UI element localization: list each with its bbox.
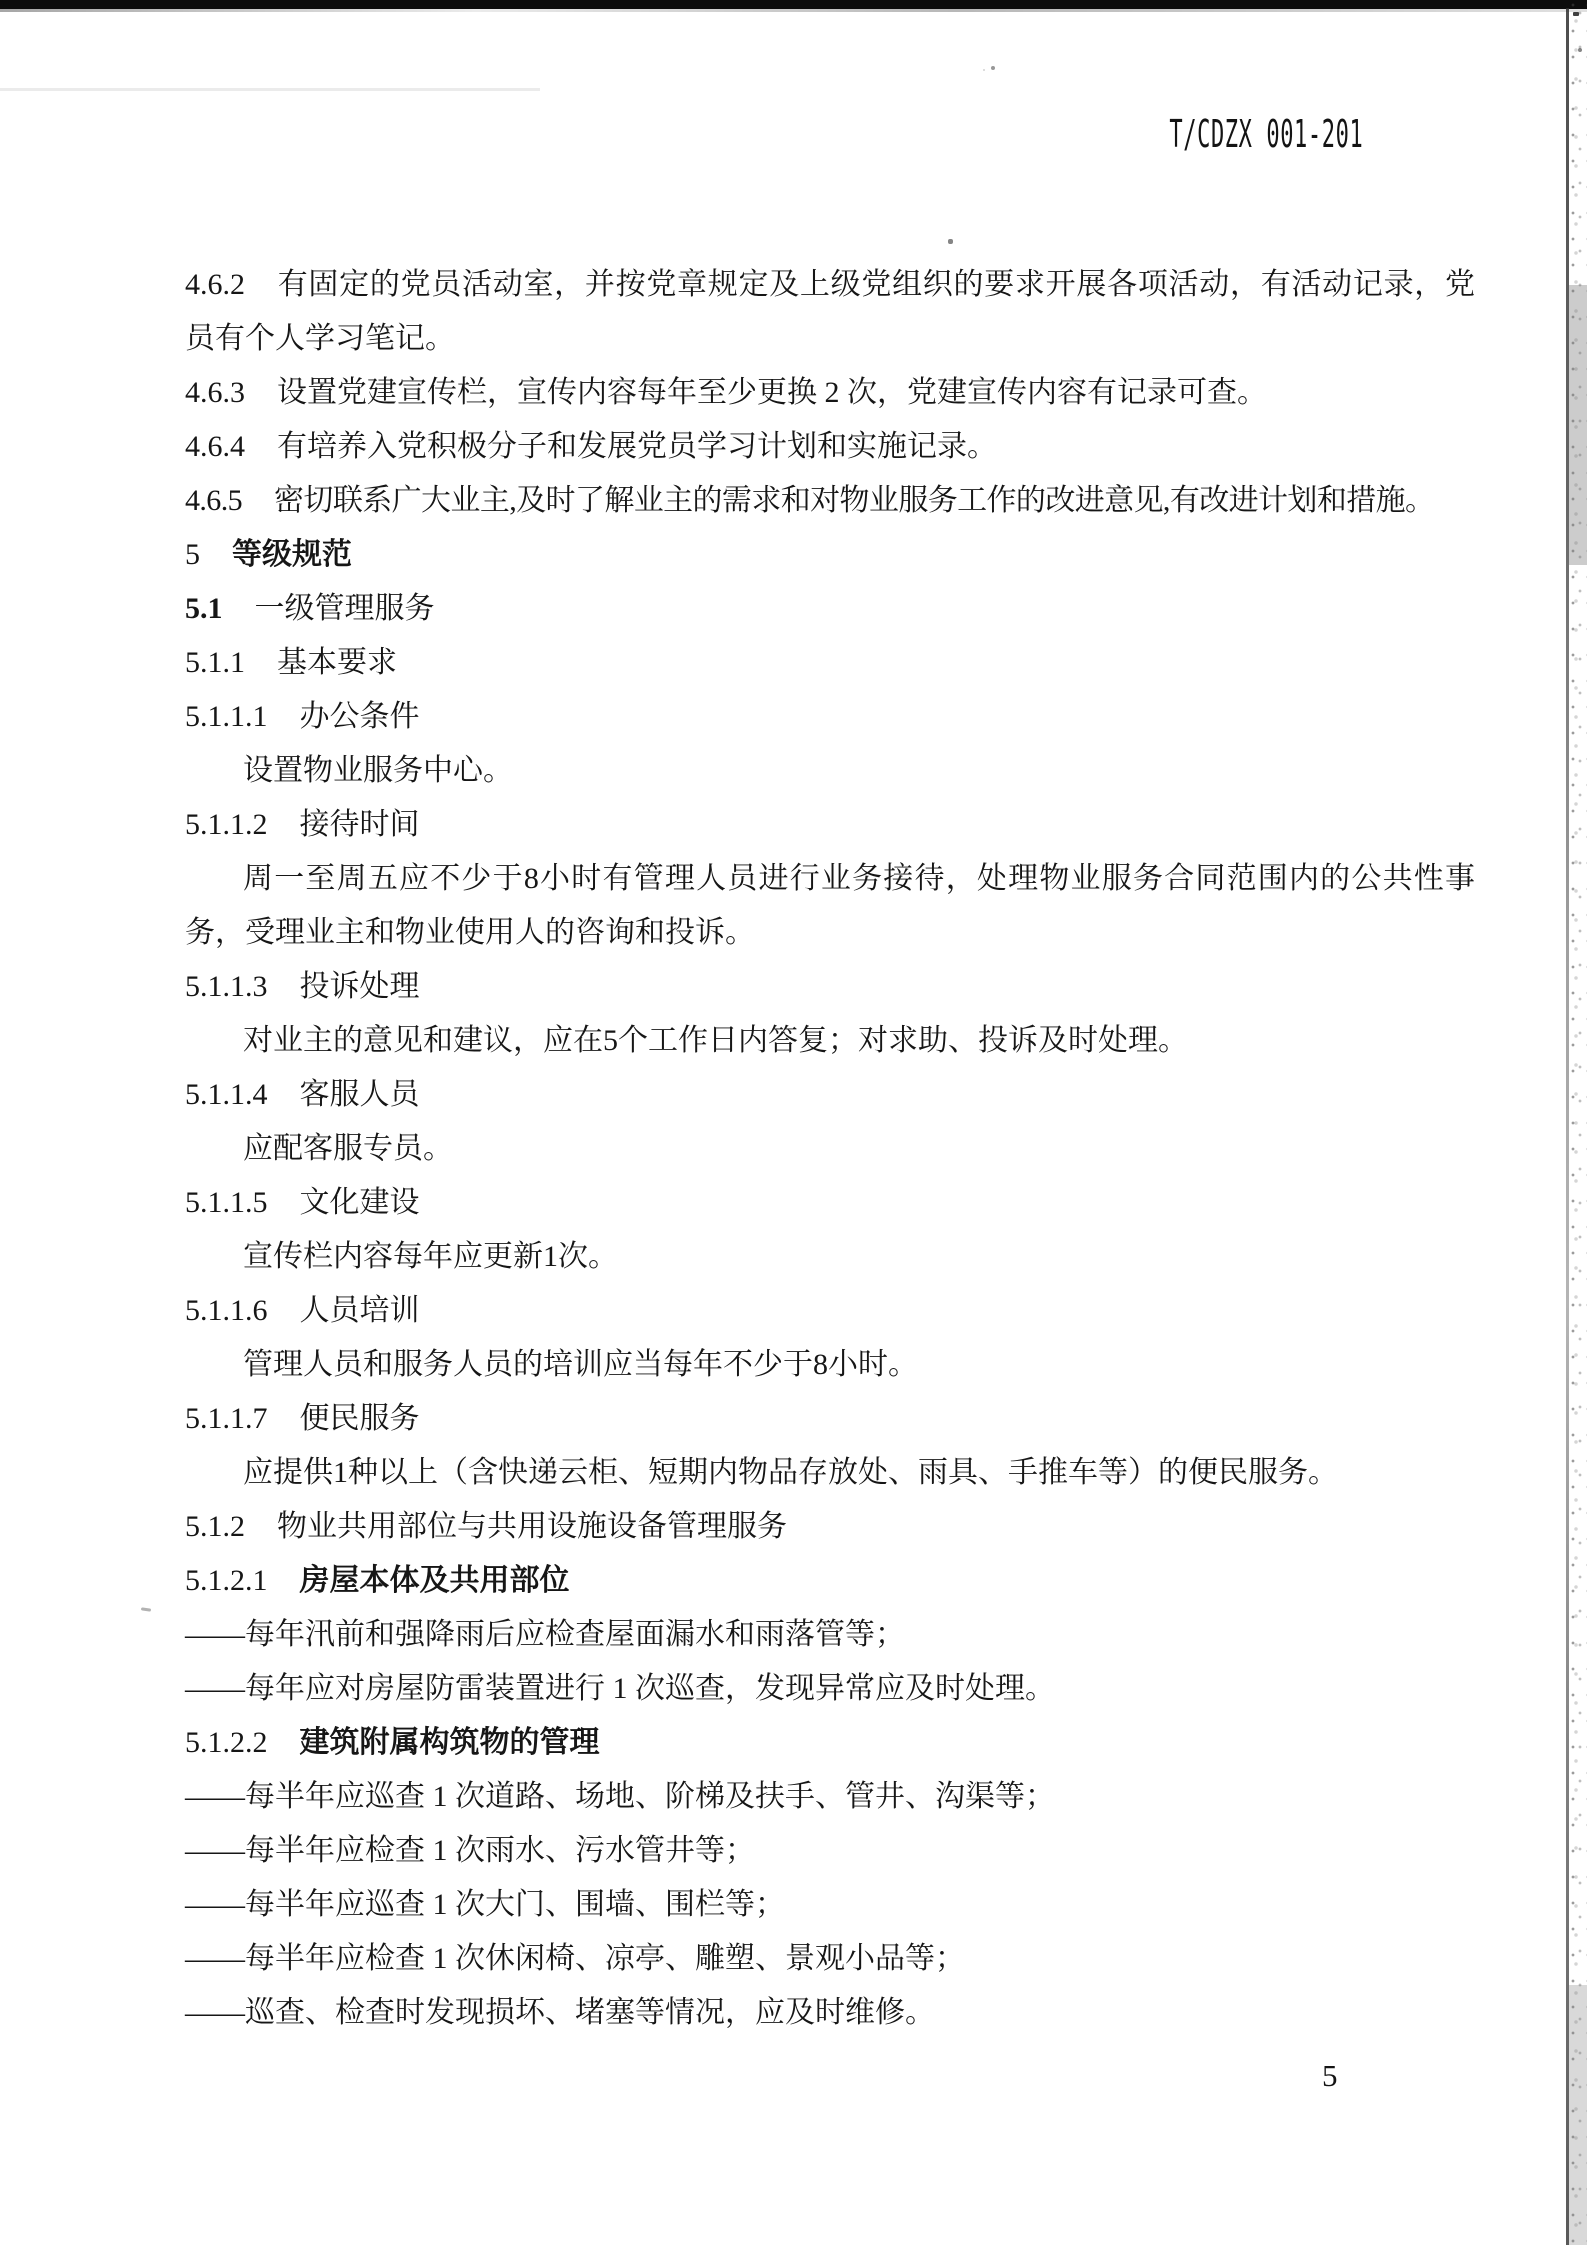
heading-5-1-2-2: [185, 1716, 1475, 1770]
heading-number: 5.1.2.1: [185, 1564, 268, 1597]
heading-title: 办公条件: [299, 700, 420, 733]
heading-title: 便民服务: [299, 1402, 420, 1435]
document-body: [185, 258, 1475, 2040]
standard-code: T/CDZX 001-201: [1169, 112, 1363, 156]
heading-number: 5.1.2: [185, 1510, 245, 1543]
heading-5: [185, 528, 1475, 582]
scan-top-edge: [0, 0, 1587, 9]
heading-number: 5.1.1.3: [185, 970, 268, 1003]
heading-number: 5.1.2.2: [185, 1726, 268, 1759]
dash-item-roof-check: ——每年汛前和强降雨后应检查屋面漏水和雨落管等；: [185, 1618, 905, 1651]
heading-5-1-1-5: [185, 1176, 1475, 1230]
heading-title: 基本要求: [277, 646, 397, 679]
paragraph-5-1-1-1: 设置物业服务中心。: [243, 754, 513, 787]
paragraph-5-1-1-7: 应提供1种以上（含快递云柜、短期内物品存放处、雨具、手推车等）的便民服务。: [243, 1456, 1338, 1489]
heading-5-1-1-6: [185, 1284, 1475, 1338]
heading-5-1-1-3: [185, 960, 1475, 1014]
scan-speck: [948, 239, 953, 244]
paragraph-5-1-1-5: 宣传栏内容每年应更新1次。: [243, 1240, 618, 1273]
heading-number: 5: [185, 538, 200, 571]
heading-title: 投诉处理: [299, 970, 420, 1003]
clause-number: 4.6.5: [185, 484, 243, 517]
scan-speck: [141, 1607, 151, 1611]
heading-5-1-1: [185, 636, 1475, 690]
heading-title: 人员培训: [299, 1294, 420, 1327]
scan-noise-patch: [1569, 285, 1587, 565]
clause-text: 有培养入党积极分子和发展党员学习计划和实施记录。: [277, 430, 997, 463]
heading-title: 房屋本体及共用部位: [299, 1564, 570, 1597]
heading-number: 5.1.1.6: [185, 1294, 268, 1327]
page-number: 5: [1322, 2058, 1338, 2093]
clause-number: 4.6.3: [185, 376, 245, 409]
heading-title: 文化建设: [299, 1186, 420, 1219]
paragraph-5-1-1-3: 对业主的意见和建议，应在5个工作日内答复；对求助、投诉及时处理。: [243, 1024, 1188, 1057]
scan-speck: [1578, 48, 1582, 52]
clause-4-6-5: [185, 474, 1475, 528]
heading-number: 5.1.1.4: [185, 1078, 268, 1111]
scan-streak: [0, 88, 540, 91]
scan-noise-patch: [1569, 1985, 1587, 2245]
dash-item-road-patrol: ——每半年应巡查 1 次道路、场地、阶梯及扶手、管井、沟渠等；: [185, 1780, 1055, 1813]
heading-5-1: [185, 582, 1475, 636]
heading-5-1-2-1: [185, 1554, 1475, 1608]
clause-text: 密切联系广大业主,及时了解业主的需求和对物业服务工作的改进意见,有改进计划和措施。: [274, 484, 1435, 517]
heading-number: 5.1.1.7: [185, 1402, 268, 1435]
heading-number: 5.1.1: [185, 646, 245, 679]
dash-item-gate-patrol: ——每半年应巡查 1 次大门、围墙、围栏等；: [185, 1888, 785, 1921]
heading-number: 5.1.1.5: [185, 1186, 268, 1219]
clause-4-6-3: [185, 366, 1475, 420]
heading-title: 一级管理服务: [254, 592, 435, 625]
dash-item-furniture-check: ——每半年应检查 1 次休闲椅、凉亭、雕塑、景观小品等；: [185, 1942, 965, 1975]
heading-title: 接待时间: [299, 808, 420, 841]
paragraph-5-1-1-6: 管理人员和服务人员的培训应当每年不少于8小时。: [243, 1348, 918, 1381]
heading-5-1-1-2: [185, 798, 1475, 852]
heading-number: 5.1: [185, 592, 223, 625]
paragraph-5-1-1-2: 周一至周五应不少于8小时有管理人员进行业务接待，处理物业服务合同范围内的公共性事务，受理业主和物业使用人的咨询和投诉。: [185, 862, 1475, 949]
heading-number: 5.1.1.2: [185, 808, 268, 841]
heading-5-1-1-7: [185, 1392, 1475, 1446]
heading-5-1-1-1: [185, 690, 1475, 744]
heading-5-1-1-4: [185, 1068, 1475, 1122]
dash-item-drain-check: ——每半年应检查 1 次雨水、污水管井等；: [185, 1834, 755, 1867]
heading-5-1-2: [185, 1500, 1475, 1554]
clause-text: 有固定的党员活动室，并按党章规定及上级党组织的要求开展各项活动，有活动记录，党员有个人学习笔记。: [185, 268, 1475, 355]
clause-4-6-4: [185, 420, 1475, 474]
clause-number: 4.6.4: [185, 430, 245, 463]
dash-item-repair: ——巡查、检查时发现损坏、堵塞等情况，应及时维修。: [185, 1996, 935, 2029]
clause-text: 设置党建宣传栏，宣传内容每年至少更换 2 次，党建宣传内容有记录可查。: [277, 376, 1267, 409]
clause-4-6-2: [185, 258, 1475, 366]
heading-title: 等级规范: [232, 538, 352, 571]
scan-speck: [1573, 12, 1579, 16]
paragraph-5-1-1-4: 应配客服专员。: [243, 1132, 453, 1165]
scan-speck: [991, 66, 995, 70]
dash-item-lightning-check: ——每年应对房屋防雷装置进行 1 次巡查，发现异常应及时处理。: [185, 1672, 1055, 1705]
clause-number: 4.6.2: [185, 268, 245, 301]
heading-title: 客服人员: [299, 1078, 420, 1111]
heading-title: 建筑附属构筑物的管理: [299, 1726, 600, 1759]
heading-title: 物业共用部位与共用设施设备管理服务: [277, 1510, 787, 1543]
heading-number: 5.1.1.1: [185, 700, 268, 733]
